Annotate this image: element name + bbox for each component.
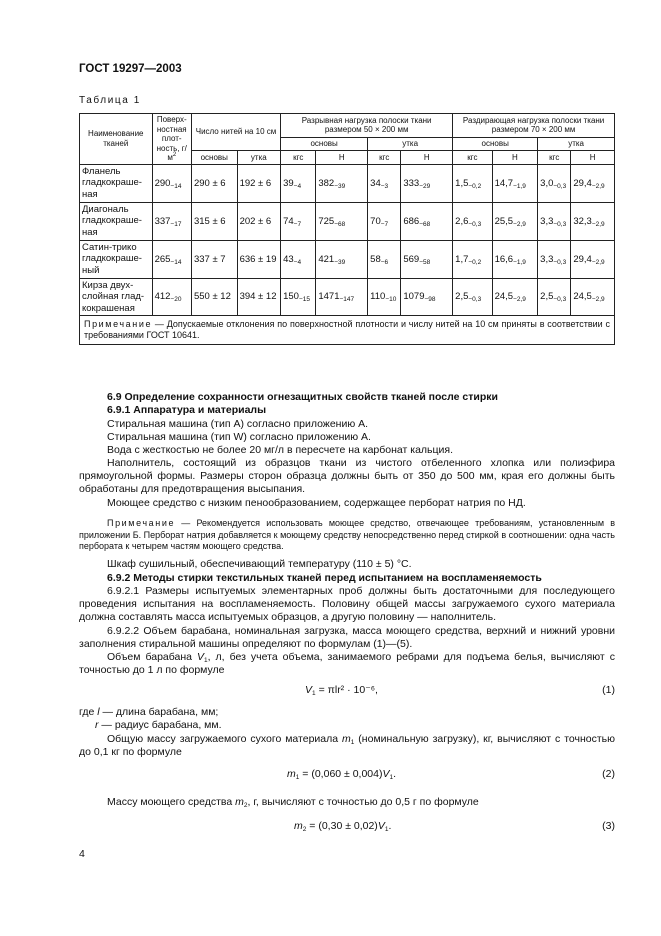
value-cell: $16,6_{-1,9}$: [492, 240, 538, 278]
value-cell: $3,3_{-0,3}$: [538, 202, 571, 240]
formula-1: $V_1 = \pi lr^2 \cdot 10^{-6}$,: [305, 684, 378, 697]
document-header: ГОСТ 19297—2003: [79, 63, 182, 75]
paragraph: Объем барабана $V_1$, л, без учета объема, занимаемого ребрами для подъема белья, вычисляют с точностью до 1 л по формуле: [79, 651, 615, 676]
value-cell: 337 ± 7: [191, 240, 237, 278]
header-thread-count: Число нитей на 10 см: [191, 114, 280, 151]
value-cell: $110_{-10}$: [368, 278, 401, 315]
paragraph: Общую массу загружаемого сухого материала $m_1$ (номинальную загрузку), кг, вычисляют с точностью до 0,1 кг по формуле: [79, 733, 616, 758]
fabric-name-cell: Диагональ гладкокраше-ная: [80, 202, 153, 240]
value-cell: $2,6_{-0,3}$: [453, 202, 492, 240]
value-cell: $39_{-4}$: [281, 164, 316, 202]
where-l: где l — длина барабана, мм;: [79, 706, 219, 718]
header-tear-weft: утка: [538, 137, 615, 151]
value-cell: $265_{-14}$: [152, 240, 191, 278]
header-unit-kgf: кгс: [281, 151, 316, 165]
header-unit-n: Н: [571, 151, 615, 165]
value-cell: $43_{-4}$: [281, 240, 316, 278]
header-threads-weft: утка: [237, 151, 281, 165]
fabric-spec-table: [79, 113, 615, 345]
value-cell: $74_{-7}$: [281, 202, 316, 240]
value-cell: $1471_{-147}$: [316, 278, 368, 315]
header-tear-warp: основы: [453, 137, 538, 151]
section-6-9-1-heading: 6.9.1 Аппаратура и материалы: [107, 404, 267, 416]
value-cell: $1,7_{-0,2}$: [453, 240, 492, 278]
formula-3: $m_2 = (0,30 \pm 0,02)V_1$.: [294, 820, 392, 833]
value-cell: $3,0_{-0,3}$: [538, 164, 571, 202]
header-unit-kgf: кгс: [368, 151, 401, 165]
fabric-name-cell: Фланель гладкокраше-ная: [80, 164, 153, 202]
value-cell: $29,4_{-2,9}$: [571, 164, 615, 202]
value-cell: $725_{-68}$: [316, 202, 368, 240]
value-cell: $337_{-17}$: [152, 202, 191, 240]
header-tensile-warp: основы: [281, 137, 368, 151]
header-unit-n: Н: [316, 151, 368, 165]
header-tensile-load: Разрывная нагрузка полоски ткани размером 50 × 200 мм: [281, 114, 453, 138]
value-cell: $32,3_{-2,9}$: [571, 202, 615, 240]
fabric-name-cell: Кирза двух-слойная глад-кокрашеная: [80, 278, 153, 315]
paragraph: Моющее средство с низким пенообразованием, содержащее перборат натрия по НД.: [107, 497, 526, 509]
value-cell: $24,5_{-2,9}$: [571, 278, 615, 315]
paragraph: Стиральная машина (тип W) согласно приложению А.: [107, 431, 371, 443]
value-cell: $1079_{-98}$: [401, 278, 453, 315]
header-unit-n: Н: [401, 151, 453, 165]
value-cell: $382_{-39}$: [316, 164, 368, 202]
value-cell: 636 ± 19: [237, 240, 281, 278]
value-cell: $29,4_{-2,9}$: [571, 240, 615, 278]
value-cell: $58_{-6}$: [368, 240, 401, 278]
header-threads-warp: основы: [191, 151, 237, 165]
value-cell: $333_{-29}$: [401, 164, 453, 202]
section-6-9-2-heading: 6.9.2 Методы стирки текстильных тканей перед испытанием на воспламеняемость: [107, 572, 542, 584]
table-row: [80, 202, 615, 240]
header-tear-load: Раздирающая нагрузка полоски ткани размером 70 × 200 мм: [453, 114, 615, 138]
value-cell: $290_{-14}$: [152, 164, 191, 202]
value-cell: $421_{-39}$: [316, 240, 368, 278]
note-detergent: Примечание — Рекомендуется использовать моющее средство, отвечающее требованиям, установленным в приложении Б. Перборат натрия добавляется к моющему средству непосредственно перед стиркой в соотношении: одна часть пербората к четырем частям моющего средства.: [79, 518, 615, 551]
value-cell: 290 ± 6: [191, 164, 237, 202]
fabric-name-cell: Сатин-трико гладкокраше-ный: [80, 240, 153, 278]
paragraph: Массу моющего средства $m_2$, г, вычисляют с точностью до 0,5 г по формуле: [107, 796, 479, 809]
value-cell: $14,7_{-1,9}$: [492, 164, 538, 202]
formula-3-number: (3): [602, 820, 615, 832]
value-cell: $2,5_{-0,3}$: [538, 278, 571, 315]
header-unit-kgf: кгс: [453, 151, 492, 165]
header-fabric-name: Наименование тканей: [80, 114, 153, 165]
value-cell: 550 ± 12: [191, 278, 237, 315]
value-cell: $1,5_{-0,2}$: [453, 164, 492, 202]
table-row: [80, 164, 615, 202]
table-row: [80, 278, 615, 315]
value-cell: $24,5_{-2,9}$: [492, 278, 538, 315]
paragraph: Стиральная машина (тип А) согласно приложению А.: [107, 418, 369, 430]
value-cell: 202 ± 6: [237, 202, 281, 240]
value-cell: $34_{-3}$: [368, 164, 401, 202]
paragraph: Шкаф сушильный, обеспечивающий температуру (110 ± 5) °С.: [107, 558, 412, 570]
paragraph: 6.9.2.2 Объем барабана, номинальная загрузка, масса моющего средства, верхний и нижний уровни заполнения стиральной машины определяют по формулам (1)—(5).: [79, 625, 615, 650]
header-density: Поверх-ностная плот-ность, $г/м^2$: [152, 114, 191, 165]
value-cell: $3,3_{-0,3}$: [538, 240, 571, 278]
table-row: [80, 240, 615, 278]
value-cell: $2,5_{-0,3}$: [453, 278, 492, 315]
value-cell: $569_{-58}$: [401, 240, 453, 278]
value-cell: $686_{-68}$: [401, 202, 453, 240]
formula-1-number: (1): [602, 684, 615, 696]
section-6-9-heading: 6.9 Определение сохранности огнезащитных свойств тканей после стирки: [107, 391, 498, 403]
value-cell: $70_{-7}$: [368, 202, 401, 240]
header-tensile-weft: утка: [368, 137, 453, 151]
paragraph: Наполнитель, состоящий из образцов ткани из чистого отбеленного хлопка или полиэфира прямоугольной формы. Размеры сторон образца должны быть от 350 до 500 мм, края его должны быть обработаны для предотвращения высыпания.: [79, 457, 615, 495]
formula-2: $m_1 = (0,060 \pm 0,004)V_1$.: [287, 768, 397, 781]
where-r: r — радиус барабана, мм.: [95, 719, 222, 731]
value-cell: 394 ± 12: [237, 278, 281, 315]
value-cell: $150_{-15}$: [281, 278, 316, 315]
table-caption: Таблица 1: [79, 95, 141, 106]
value-cell: 192 ± 6: [237, 164, 281, 202]
header-unit-n: Н: [492, 151, 538, 165]
formula-2-number: (2): [602, 768, 615, 780]
page-number: 4: [79, 848, 85, 860]
value-cell: $25,5_{-2,9}$: [492, 202, 538, 240]
table-note: Примечание — Допускаемые отклонения по поверхностной плотности и числу нитей на 10 см приняты в соответствии с требованиями ГОСТ 10641.: [80, 316, 615, 345]
paragraph: 6.9.2.1 Размеры испытуемых элементарных проб должны быть достаточными для последующего проведения испытания на воспламеняемость. Половину общей массы загружаемого сухого материала должна составлять масса испытуемых образцов, а другую половину — наполнитель.: [79, 585, 615, 623]
paragraph: Вода с жесткостью не более 20 мг/л в пересчете на карбонат кальция.: [107, 444, 453, 456]
value-cell: 315 ± 6: [191, 202, 237, 240]
header-unit-kgf: кгс: [538, 151, 571, 165]
value-cell: $412_{-20}$: [152, 278, 191, 315]
